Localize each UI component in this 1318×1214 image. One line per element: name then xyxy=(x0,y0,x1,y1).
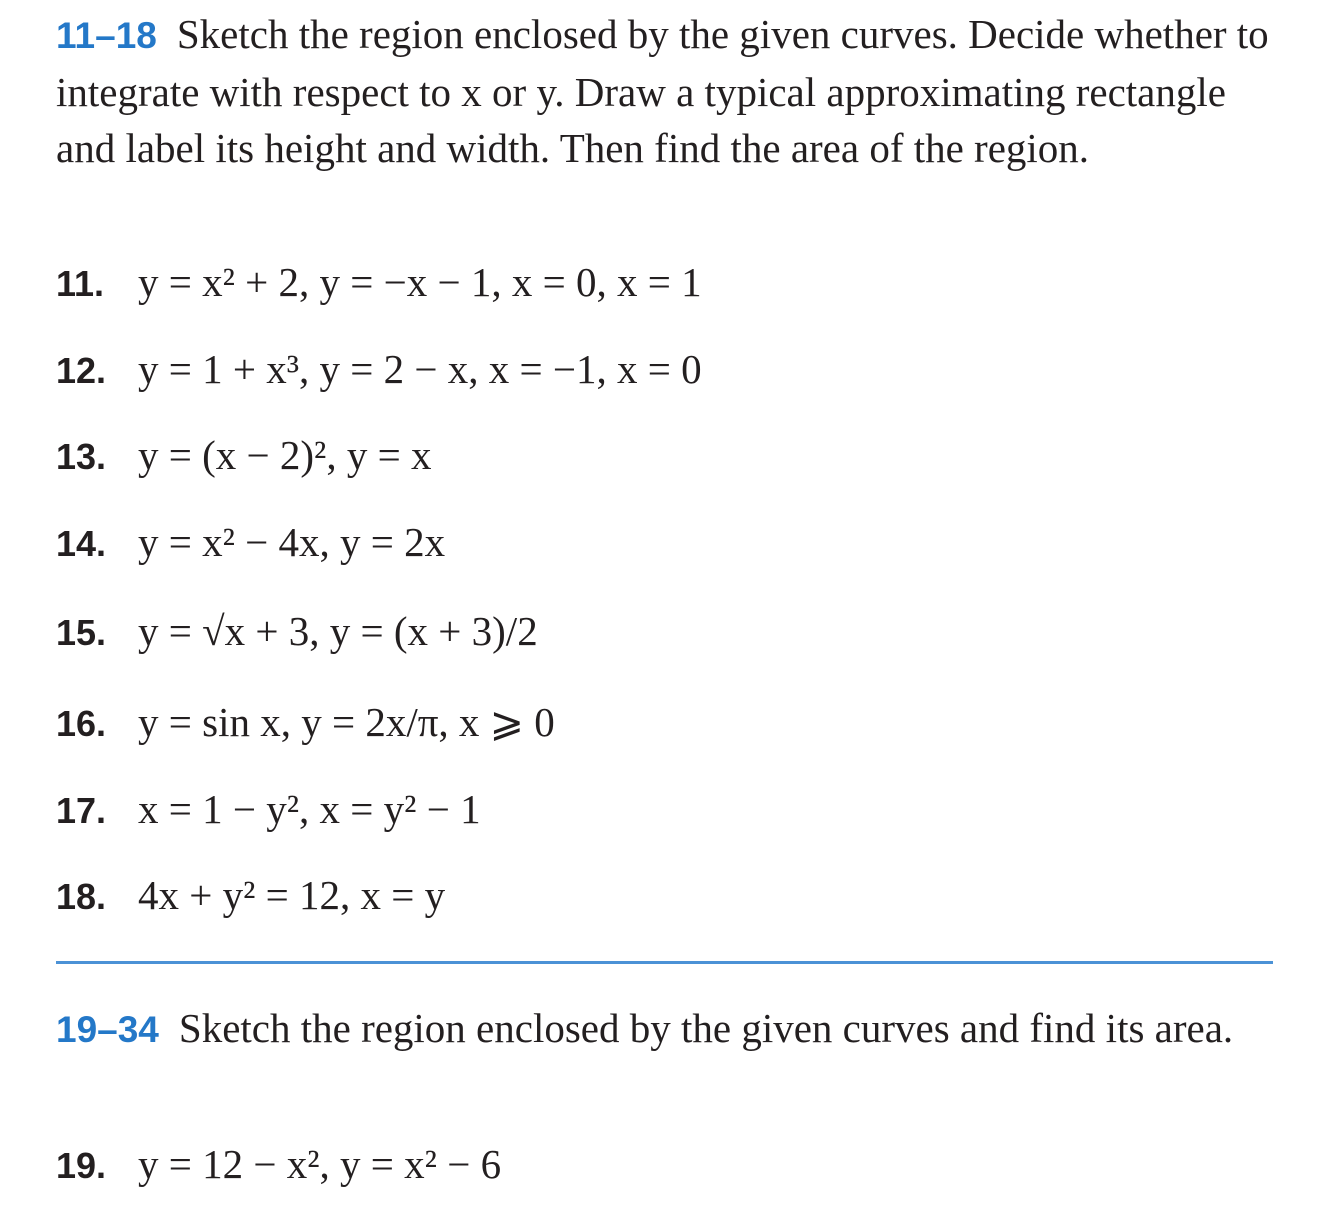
section-intro-11-18 xyxy=(56,6,1271,176)
section-instructions-11-18: Sketch the region enclosed by the given curves. Decide whether to integrate with respect to x or y. Draw a typical approximating rectangle and label its height and width. Then find the area of the region. xyxy=(56,11,1269,171)
section-intro-19-34 xyxy=(56,1000,1271,1058)
exercise-number: 12. xyxy=(56,350,107,391)
exercise-12 xyxy=(56,341,702,397)
exercise-expression: y = (x − 2)², y = x xyxy=(138,432,432,478)
section-range-19-34: 19–34 xyxy=(56,1009,159,1050)
exercise-expression: y = sin x, y = 2x/π, x ⩾ 0 xyxy=(138,699,555,745)
exercise-18 xyxy=(56,867,445,923)
exercise-expression: y = 1 + x³, y = 2 − x, x = −1, x = 0 xyxy=(138,346,702,392)
exercise-expression: y = x² + 2, y = −x − 1, x = 0, x = 1 xyxy=(138,259,702,305)
exercise-16 xyxy=(56,694,555,750)
exercise-13 xyxy=(56,427,431,483)
exercise-expression: y = 12 − x², y = x² − 6 xyxy=(138,1141,502,1187)
exercise-number: 11. xyxy=(56,263,105,304)
section-divider xyxy=(56,961,1273,964)
exercise-15 xyxy=(56,603,538,659)
section-instructions-19-34: Sketch the region enclosed by the given curves and find its area. xyxy=(178,1005,1234,1051)
exercise-number: 18. xyxy=(56,876,107,917)
exercise-19 xyxy=(56,1136,501,1192)
exercise-number: 17. xyxy=(56,790,107,831)
section-range-11-18: 11–18 xyxy=(56,15,157,56)
exercise-expression: y = x² − 4x, y = 2x xyxy=(138,519,446,565)
exercise-11 xyxy=(56,254,702,310)
exercise-number: 14. xyxy=(56,523,107,564)
exercise-number: 16. xyxy=(56,703,107,744)
exercise-number: 15. xyxy=(56,612,107,653)
exercise-17 xyxy=(56,781,481,837)
exercise-number: 19. xyxy=(56,1145,107,1186)
exercise-14 xyxy=(56,514,445,570)
exercise-expression: y = √x + 3, y = (x + 3)/2 xyxy=(138,608,538,654)
exercise-expression: 4x + y² = 12, x = y xyxy=(138,872,446,918)
exercise-number: 13. xyxy=(56,436,107,477)
exercise-expression: x = 1 − y², x = y² − 1 xyxy=(138,786,481,832)
